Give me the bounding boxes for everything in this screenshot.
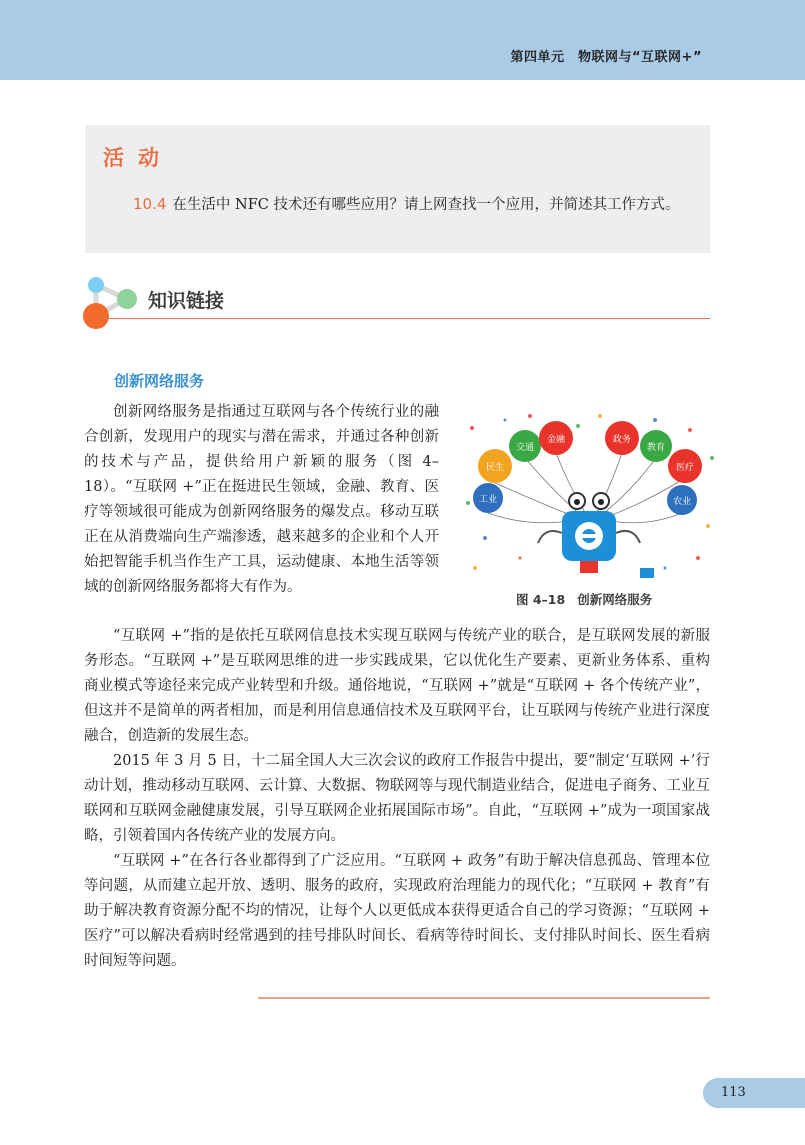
figure-image (460, 408, 722, 580)
molecule-icon (80, 272, 150, 332)
balloon-education (640, 430, 672, 462)
balloon-medical (668, 449, 702, 483)
svg-text:工业: 工业 (478, 495, 498, 505)
svg-text:医疗: 医疗 (675, 463, 695, 473)
figure-caption (516, 590, 652, 608)
paragraph-1: 创新网络服务是指通过互联网与各个传统行业的融合创新，发现用户的现实与潜在需求，并通过各种创新的技术与产品，提供给用户新颖的服务（图 4–18）。“互联网 +”正在挺进民生领域，金融、教育、医疗等领域很可能成为创新网络服务的爆发点。移动互联正在从消费端向生产端渗透，越来越多的企业和个人开始把智能手机当作生产工具，运动健康、本地生活等领域的创新网络服务都将大有作为。 (84, 404, 439, 595)
balloon-agriculture (667, 485, 697, 515)
innovation-service-illustration (460, 408, 722, 580)
paragraph-2: “互联网 +”指的是依托互联网信息技术实现互联网与传统产业的联合，是互联网发展的新服务形态。“互联网 +”是互联网思维的进一步实践成果，它以优化生产要素、更新业务体系、重构商业模式等途径来完成产业转型和升级。通俗地说，“互联网 +”就是“互联网 + 各个传统产业”，但这并不是简单的两者相加，而是利用信息通信技术及互联网平台，让互联网与传统产业进行深度融合，创造新的发展生态。 (84, 628, 710, 744)
activity-question-text: 在生活中 NFC 技术还有哪些应用？请上网查找一个应用，并简述其工作方式。 (172, 197, 680, 213)
section-title: 创新网络服务 (114, 372, 205, 390)
knowledge-link-header (80, 272, 712, 332)
balloon-livelihood (478, 449, 512, 483)
svg-text:民生: 民生 (485, 463, 505, 473)
header-title: 第四单元 物联网与“互联网+” (510, 50, 702, 65)
activity-title: 活动 (103, 146, 173, 170)
balloon-industry (473, 483, 503, 513)
paragraph-4: “互联网 +”在各行各业都得到了广泛应用。“互联网 + 政务”有助于解决信息孤岛、管理本位等问题，从而建立起开放、透明、服务的政府，实现政府治理能力的现代化；“互联网 + 教育”有助于解决教育资源分配不均的情况，让每个人以更低成本获得更适合自己的学习资源；“互联网 + 医疗”可以解决看病时经常遇到的挂号排队时间长、看病等待时间长、支付排队时间长、医生看病时间短等问题。 (84, 853, 710, 969)
ie-logo-character (538, 493, 654, 578)
knowledge-link-title: 知识链接 (148, 290, 225, 312)
figure-caption-text: 创新网络服务 (577, 592, 653, 607)
balloon-finance (539, 421, 573, 455)
figure-label: 图 4–18 (516, 592, 566, 607)
bottom-divider (258, 997, 710, 999)
svg-text:金融: 金融 (546, 435, 566, 445)
svg-text:政务: 政务 (612, 435, 632, 445)
svg-text:教育: 教育 (646, 443, 666, 453)
activity-question (103, 192, 693, 217)
balloon-government (605, 421, 639, 455)
header-band (0, 0, 805, 80)
svg-text:交通: 交通 (515, 443, 535, 453)
balloon-transport (509, 430, 541, 462)
activity-number: 10.4 (133, 195, 167, 213)
svg-text:农业: 农业 (672, 497, 692, 507)
divider (98, 318, 710, 319)
page-number-badge (703, 1078, 805, 1108)
paragraph-3: 2015 年 3 月 5 日，十二届全国人大三次会议的政府工作报告中提出，要“制定‘互联网 +’行动计划，推动移动互联网、云计算、大数据、物联网等与现代制造业结合，促进电子商务、工业互联网和互联网金融健康发展，引导互联网企业拓展国际市场”。自此，“互联网 +”成为一项国家战略，引领着国内各传统产业的发展方向。 (84, 753, 710, 844)
activity-box (85, 125, 710, 253)
page-number: 113 (721, 1085, 746, 1100)
